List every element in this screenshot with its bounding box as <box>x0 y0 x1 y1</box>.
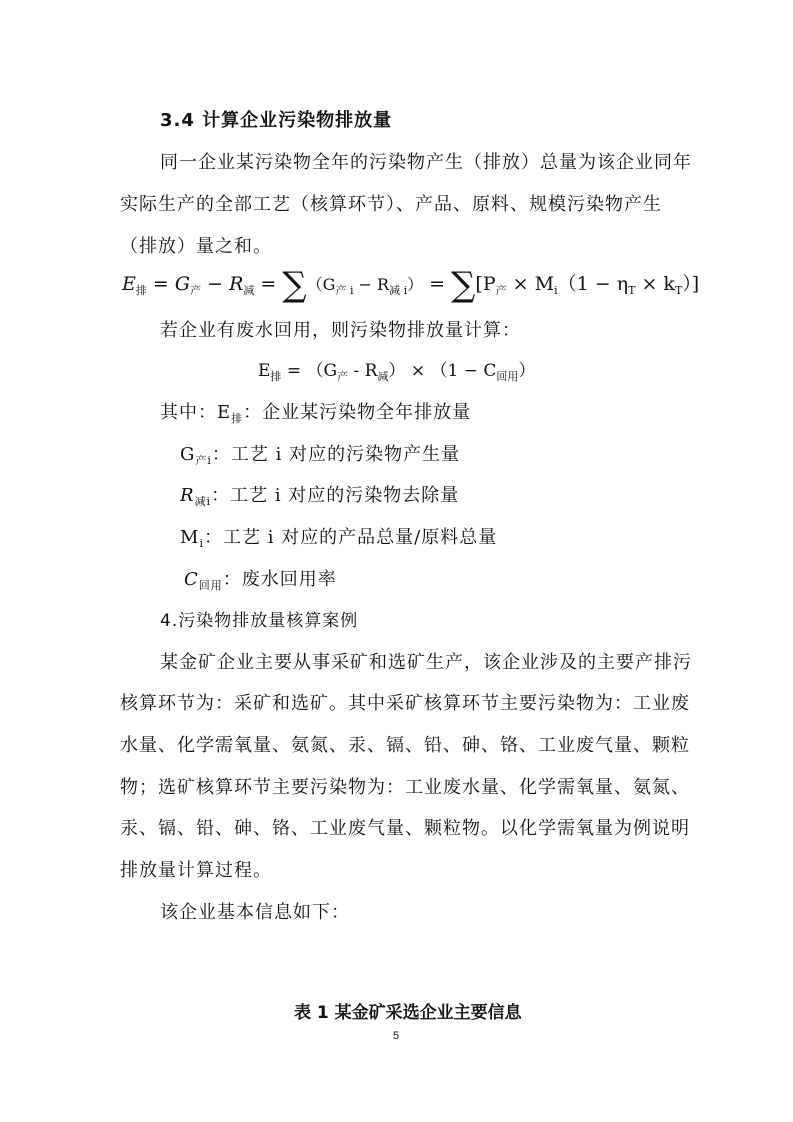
section-heading-3-4: 3.4 计算企业污染物排放量 <box>160 110 393 131</box>
page-number: 5 <box>393 1030 400 1042</box>
definition-item: $G_{产i}$：工艺 i 对应的污染物产生量 <box>180 444 461 467</box>
paragraph-line: 核算环节为：采矿和选矿。其中采矿核算环节主要污染物为：工业废 <box>120 693 690 714</box>
paragraph-line: 排放量计算过程。 <box>120 860 272 881</box>
reuse-emission-formula: $E_排 = (G_产 - R_减) \times (1 - C_{回用})$ <box>258 361 536 383</box>
summation-symbol: ∑ <box>451 265 476 305</box>
definition-item: $M_i$：工艺 i 对应的产品总量/原料总量 <box>180 527 498 550</box>
summation-symbol: ∑ <box>282 265 307 305</box>
reuse-condition-text: 若企业有废水回用，则污染物排放量计算： <box>160 320 521 341</box>
paragraph-line: （排放）量之和。 <box>120 236 272 257</box>
paragraph-line: 物；选矿核算环节主要污染物为：工业废水量、化学需氧量、氨氮、 <box>120 777 690 798</box>
definition-item: $R_{减i}$：工艺 i 对应的污染物去除量 <box>180 485 460 508</box>
table-caption: 表 1 某金矿采选企业主要信息 <box>294 1003 522 1023</box>
paragraph-line: 实际生产的全部工艺（核算环节）、产品、原料、规模污染物产生 <box>120 194 662 215</box>
paragraph-line: 水量、化学需氧量、氨氮、汞、镉、铅、砷、铬、工业废气量、颗粒 <box>120 735 690 756</box>
info-intro-line: 该企业基本信息如下： <box>160 902 350 923</box>
paragraph-line: 某金矿企业主要从事采矿和选矿生产，该企业涉及的主要产排污 <box>160 652 692 673</box>
paragraph-line: 同一企业某污染物全年的污染物产生（排放）总量为该企业同年 <box>160 152 692 173</box>
section-heading-4: 4.污染物排放量核算案例 <box>160 611 359 631</box>
definition-item: $C_{回用}$：废水回用率 <box>184 569 337 592</box>
definition-item: 其中：$E_排$：企业某污染物全年排放量 <box>160 402 472 425</box>
emission-formula: $E_排 = G_产 - R_减 = \sum(G_{产 i} - R_{减 i}) = \sum[P_产 \times M_i(1 - \eta_T \times k_T)]$ <box>122 265 700 305</box>
paragraph-line: 汞、镉、铅、砷、铬、工业废气量、颗粒物。以化学需氧量为例说明 <box>120 818 690 839</box>
